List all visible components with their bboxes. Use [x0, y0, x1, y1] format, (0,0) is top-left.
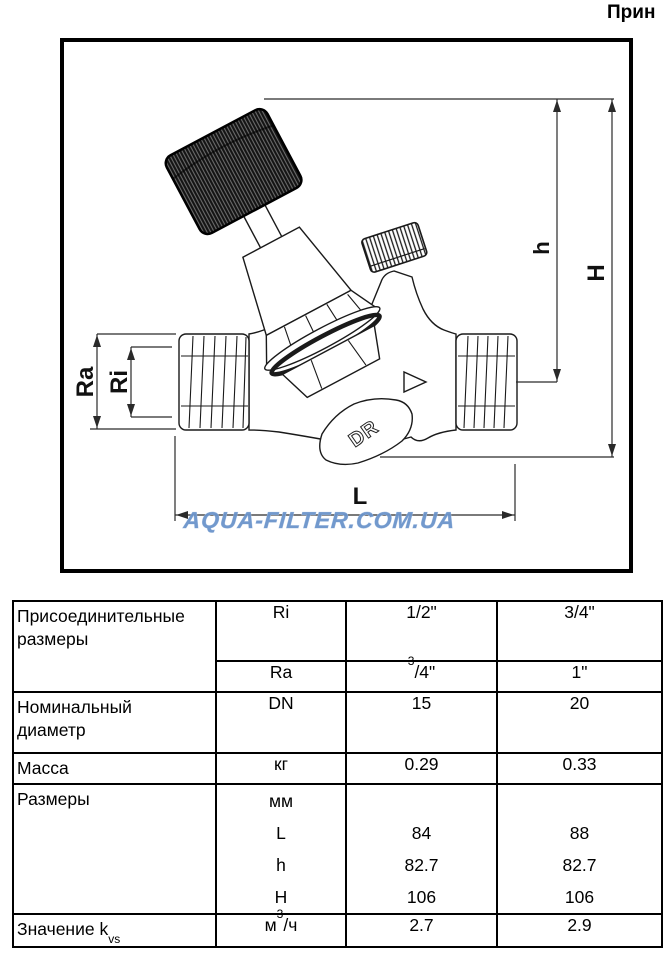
table-row-dimensions [13, 784, 662, 914]
cell-kvs-value-1 [346, 914, 497, 947]
kvs-unit-base: м [264, 915, 277, 935]
cell-connection-label [13, 601, 216, 692]
kvs-label-sub: vs [108, 931, 121, 946]
cell-kvs-value-2 [497, 914, 662, 947]
ri-value-2: 3/4" [564, 602, 595, 622]
dims-h-value-1: 82.7 [404, 855, 439, 875]
ra-value-2: 1" [571, 662, 588, 682]
table-row-mass [13, 753, 662, 784]
dn-param: DN [268, 693, 294, 713]
kvs-unit-rest: /ч [283, 915, 298, 935]
dims-param-l: L [276, 823, 286, 843]
dimension-label-h: h [529, 241, 554, 255]
dims-l-value-1: 84 [411, 823, 432, 843]
mass-value-2: 0.33 [562, 754, 597, 774]
cell-dims-values-2 [497, 784, 662, 914]
cell-dims-label [13, 784, 216, 914]
dimension-label-l: L [352, 483, 368, 510]
kvs-value-2: 2.9 [567, 915, 592, 935]
dims-blank-2 [498, 785, 661, 817]
cell-ri-value-1 [346, 601, 497, 661]
dimension-label-H: H [583, 264, 610, 282]
cell-dn-param [216, 692, 346, 753]
cell-ri-value-2 [497, 601, 662, 661]
cell-ri-param [216, 601, 346, 661]
cell-mass-unit [216, 753, 346, 784]
cell-dn-value-1 [346, 692, 497, 753]
dimension-label-ra: Ra [72, 366, 99, 398]
cell-dims-values-1 [346, 784, 497, 914]
dims-label: Размеры [17, 789, 90, 809]
kvs-unit-sup: 3 [276, 907, 284, 922]
ri-param: Ri [272, 602, 290, 622]
page-header-text: Прин [607, 2, 656, 23]
cell-mass-value-2 [497, 753, 662, 784]
kvs-label-base: Значение k [17, 919, 109, 939]
dn-value-1: 15 [411, 693, 432, 713]
cell-ra-value-1 [346, 654, 497, 692]
dims-blank-1 [347, 785, 496, 817]
ri-value-1: 1/2" [406, 602, 437, 622]
mass-label: Масса [17, 758, 69, 778]
ra-value-1-sup: 3 [407, 654, 415, 669]
dims-h-value-2: 82.7 [562, 855, 597, 875]
ra-value-1-rest: /4" [414, 662, 436, 682]
table-row-kvs [13, 914, 662, 947]
cell-mass-label [13, 753, 216, 784]
valve-technical-drawing [64, 42, 629, 569]
table-row-connection-ri [13, 601, 662, 661]
dims-H-value-2: 106 [564, 887, 595, 907]
dims-l-value-2: 88 [569, 823, 590, 843]
dims-unit: мм [268, 791, 294, 811]
diagram-frame [60, 38, 633, 573]
cell-ra-value-2 [497, 661, 662, 692]
watermark-text: AQUA-FILTER.COM.UA [182, 507, 457, 533]
mass-value-1: 0.29 [404, 754, 439, 774]
dn-value-2: 20 [569, 693, 590, 713]
cell-kvs-label [13, 914, 216, 947]
dn-label: Номинальный диаметр [17, 697, 132, 740]
cell-dims-params [216, 784, 346, 914]
cell-kvs-unit [216, 907, 346, 947]
gauge-port-cap [361, 222, 428, 274]
dims-param-H: H [274, 887, 288, 907]
cell-dn-value-2 [497, 692, 662, 753]
cell-ra-param [216, 661, 346, 692]
left-thread [179, 334, 249, 430]
cell-mass-value-1 [346, 753, 497, 784]
ra-param: Ra [269, 662, 293, 682]
dims-param-h: h [276, 855, 286, 875]
spec-table [12, 600, 663, 948]
dimension-label-ri: Ri [106, 370, 133, 394]
connection-label: Присоединительные размеры [17, 606, 185, 649]
kvs-value-1: 2.7 [409, 915, 434, 935]
right-thread [456, 334, 517, 430]
dr-marking: DR [345, 416, 383, 452]
table-row-dn [13, 692, 662, 753]
mass-unit: кг [273, 754, 289, 774]
cell-dn-label [13, 692, 216, 753]
dims-H-value-1: 106 [406, 887, 437, 907]
